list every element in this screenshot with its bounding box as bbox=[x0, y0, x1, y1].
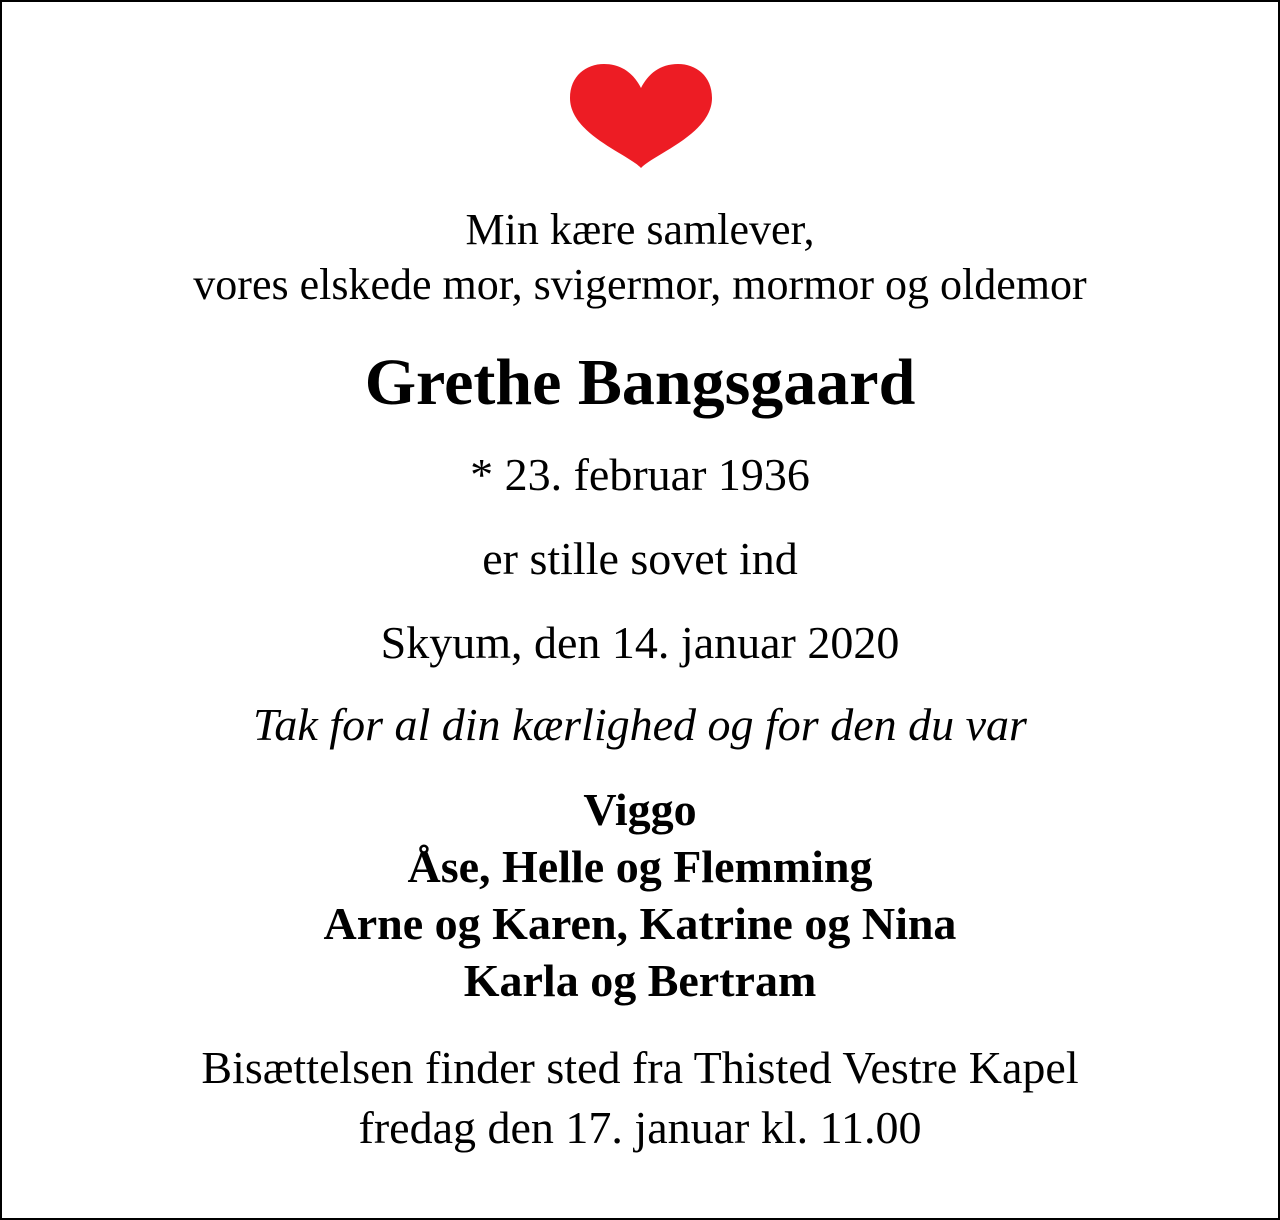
thanks-text: Tak for al din kærlighed og for den du var bbox=[253, 699, 1027, 750]
intro-line-1: Min kære samlever, bbox=[465, 205, 815, 254]
family-line: Arne og Karen, Katrine og Nina bbox=[323, 898, 957, 949]
family-line: Åse, Helle og Flemming bbox=[407, 841, 873, 892]
intro-line-2: vores elskede mor, svigermor, mormor og oldemor bbox=[193, 260, 1087, 309]
funeral-location: Bisættelsen finder sted fra Thisted Vestre Kapel bbox=[201, 1042, 1079, 1093]
family-list bbox=[0, 784, 1280, 1015]
deceased-name: Grethe Bangsgaard bbox=[364, 346, 916, 419]
family-line: Viggo bbox=[583, 784, 697, 835]
birth-date: * 23. februar 1936 bbox=[470, 449, 810, 500]
place-and-date: Skyum, den 14. januar 2020 bbox=[380, 617, 900, 668]
passing-text: er stille sovet ind bbox=[482, 533, 798, 584]
heart-icon bbox=[568, 62, 714, 170]
family-line: Karla og Bertram bbox=[463, 955, 817, 1006]
funeral-time: fredag den 17. januar kl. 11.00 bbox=[358, 1102, 922, 1153]
heart-shape bbox=[570, 64, 712, 168]
